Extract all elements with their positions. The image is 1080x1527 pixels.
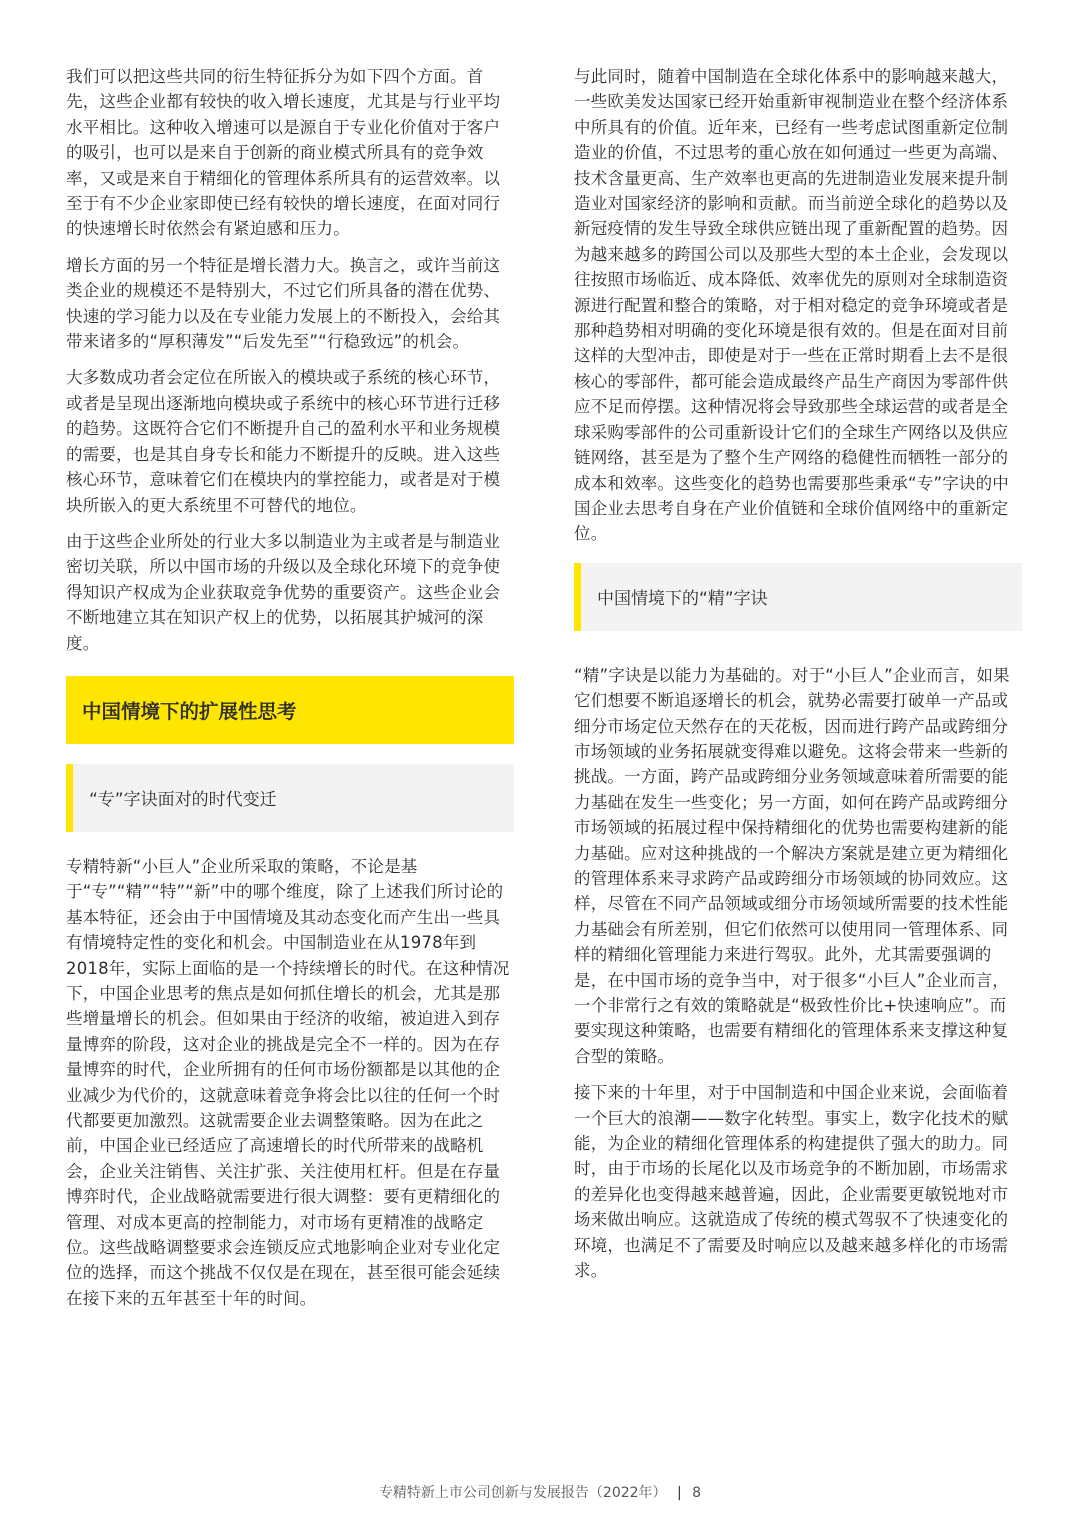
page-number: 8 — [692, 1485, 702, 1501]
page-footer — [0, 1482, 1080, 1502]
subsection-header-jing — [574, 563, 1022, 631]
left-paragraph-2: 增长方面的另一个特征是增长潜力大。换言之，或许当前这类企业的规模还不是特别大，不过它们所具备的潜在优势、快速的学习能力以及在专业能力发展上的不断投入，会给其带来诸多的“厚积薄发”“后发先至”“行稳致远”的机会。 — [66, 255, 501, 352]
footer-separator: | — [677, 1485, 682, 1501]
right-paragraph-2: “精”字诀是以能力为基础的。对于“小巨人”企业而言，如果它们想要不断追逐增长的机会，就势必需要打破单一产品或细分市场定位天然存在的天花板，因而进行跨产品或跨细分市场领域的业务拓展就变得难以避免。这将会带来一些新的挑战。一方面，跨产品或跨细分业务领域意味着所需要的能力基础在发生一些变化；另一方面，如何在跨产品或跨细分市场领域的拓展过程中保持精细化的优势也需要构建新的能力基础。应对这种挑战的一个解决方案就是建立更为精细化的管理体系来寻求跨产品或跨细分市场领域的协同效应。这样，尽管在不同产品领域或细分市场领域所需要的技术性能力基础会有所差别，但它们依然可以使用同一管理体系、同样的精细化管理能力来进行驾驭。此外，尤其需要强调的是，在中国市场的竞争当中，对于很多“小巨人”企业而言，一个非常行之有效的策略就是“极致性价比+快速响应”。而要实现这种策略，也需要有精细化的管理体系来支撑这种复合型的策略。 — [574, 665, 1010, 1066]
right-paragraph-3: 接下来的十年里，对于中国制造和中国企业来说，会面临着一个巨大的浪潮——数字化转型。事实上，数字化技术的赋能，为企业的精细化管理体系的构建提供了强大的助力。同时，由于市场的长尾化以及市场竞争的不断加剧，市场需求的差异化也变得越来越普遍，因此，企业需要更敏锐地对市场来做出响应。这就造成了传统的模式驾驭不了快速变化的环境，也满足不了需要及时响应以及越来越多样化的市场需求。 — [574, 1083, 1009, 1281]
footer-title: 专精特新上市公司创新与发展报告（2022年） — [378, 1485, 667, 1501]
left-paragraph-5: 专精特新“小巨人”企业所采取的策略，不论是基于“专”“精”“特”“新”中的哪个维度，除了上述我们所讨论的基本特征，还会由于中国情境及其动态变化而产生出一些具有情境特定性的变化和机会。中国制造业在从1978年到2018年，实际上面临的是一个持续增长的时代。在这种情况下，中国企业思考的焦点是如何抓住增长的机会，尤其是那些增量增长的机会。但如果由于经济的收缩，被迫进入到存量博弈的阶段，这对企业的挑战是完全不一样的。因为在存量博弈的时代，企业所拥有的任何市场份额都是以其他的企业减少为代价的，这就意味着竞争将会比以往的任何一个时代都要更加激烈。这就需要企业去调整策略。因为在此之前，中国企业已经适应了高速增长的时代所带来的战略机会，企业关注销售、关注扩张、关注使用杠杆。但是在存量博弈时代，企业战略就需要进行很大调整：要有更精细化的管理、对成本更高的控制能力，对市场有更精准的战略定位。这些战略调整要求会连锁反应式地影响企业对专业化定位的选择，而这个挑战不仅仅是在现在，甚至很可能会延续在接下来的五年甚至十年的时间。 — [66, 856, 510, 1308]
subsection-header-zhuan — [66, 764, 514, 832]
section-title: 中国情境下的扩展性思考 — [82, 699, 297, 723]
section-banner — [66, 676, 514, 744]
subsection-title-jing: 中国情境下的“精”字诀 — [597, 589, 768, 610]
right-column — [574, 64, 1022, 1294]
left-paragraph-1: 我们可以把这些共同的衍生特征拆分为如下四个方面。首先，这些企业都有较快的收入增长速度，尤其是与行业平均水平相比。这种收入增速可以是源自于专业化价值对于客户的吸引，也可以是来自于创新的商业模式所具有的竞争效率，又或是来自于精细化的管理体系所具有的运营效率。以至于有不少企业家即使已经有较快的增长速度，在面对同行的快速增长时依然会有紧迫感和压力。 — [66, 67, 501, 239]
right-paragraph-1: 与此同时，随着中国制造在全球化体系中的影响越来越大，一些欧美发达国家已经开始重新审视制造业在整个经济体系中所具有的价值。近年来，已经有一些考虑试图重新定位制造业的价值，不过思考的重心放在如何通过一些更为高端、技术含量更高、生产效率也更高的先进制造业发展来提升制造业对国家经济的影响和贡献。而当前逆全球化的趋势以及新冠疫情的发生导致全球供应链出现了重新配置的趋势。因为越来越多的跨国公司以及那些大型的本土企业，会发现以往按照市场临近、成本降低、效率优先的原则对全球制造资源进行配置和整合的策略，对于相对稳定的竞争环境或者是那种趋势相对明确的变化环境是很有效的。但是在面对目前这样的大型冲击，即使是对于一些在正常时期看上去不是很核心的零部件，都可能会造成最终产品生产商因为零部件供应不足而停摆。这种情况将会导致那些全球运营的或者是全球采购零部件的公司重新设计它们的全球生产网络以及供应链网络，甚至是为了整个生产网络的稳健性而牺牲一部分的成本和效率。这些变化的趋势也需要那些秉承“专”字诀的中国企业去思考自身在产业价值链和全球价值网络中的重新定位。 — [574, 67, 1009, 544]
left-paragraph-4: 由于这些企业所处的行业大多以制造业为主或者是与制造业密切关联，所以中国市场的升级以及全球化环境下的竞争使得知识产权成为企业获取竞争优势的重要资产。这些企业会不断地建立其在知识产权上的优势，以拓展其护城河的深度。 — [66, 531, 501, 653]
left-paragraph-3: 大多数成功者会定位在所嵌入的模块或子系统的核心环节，或者是呈现出逐渐地向模块或子系统中的核心环节进行迁移的趋势。这既符合它们不断提升自己的盈利水平和业务规模的需要，也是其自身专长和能力不断提升的反映。进入这些核心环节，意味着它们在模块内的掌控能力，或者是对于模块所嵌入的更大系统里不可替代的地位。 — [66, 368, 501, 515]
subsection-title-zhuan: “专”字诀面对的时代变迁 — [89, 790, 277, 811]
left-column — [66, 64, 514, 1322]
